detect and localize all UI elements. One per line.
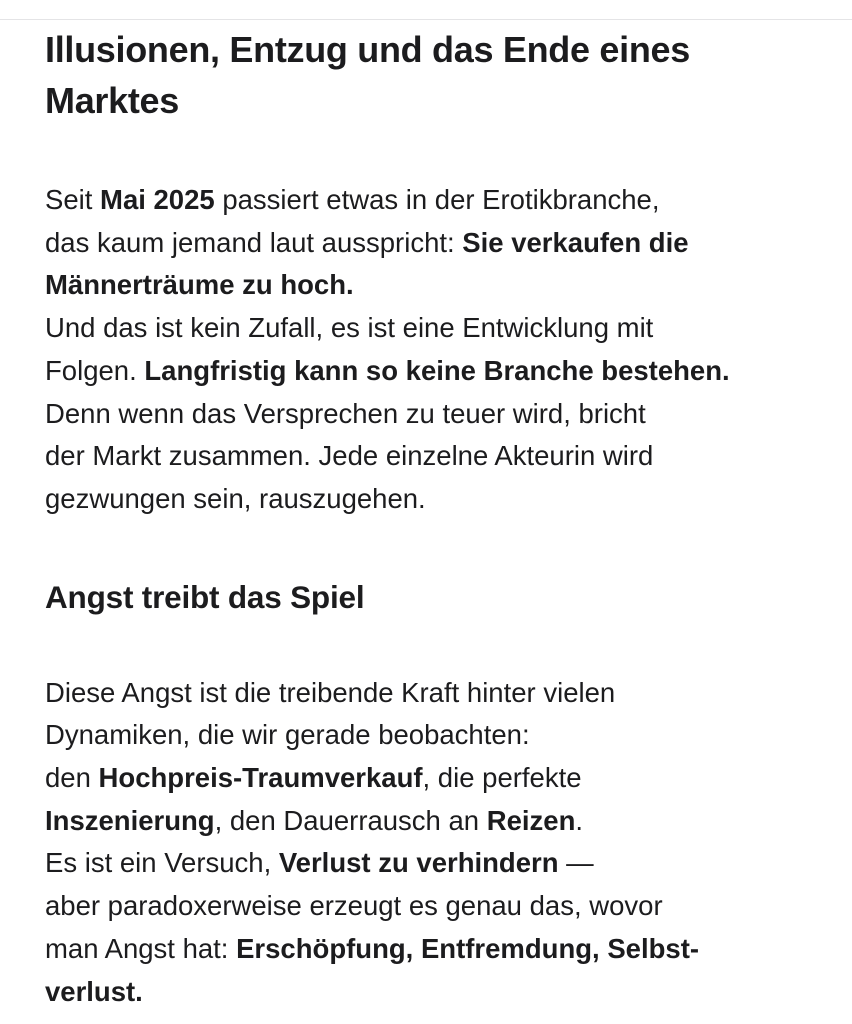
bold-text: Reizen — [486, 804, 576, 836]
article-title — [45, 24, 845, 126]
intro-line — [45, 179, 845, 222]
section-heading: Angst treibt das Spiel — [45, 578, 365, 615]
text: den — [45, 762, 99, 794]
section-paragraph — [45, 672, 845, 1014]
text: Es ist ein Versuch, — [45, 847, 279, 879]
bold-text: Sie verkaufen die — [462, 226, 689, 258]
top-divider — [0, 19, 852, 20]
article-title-line-1: Illusionen, Entzug und das Ende eines — [45, 29, 690, 70]
bold-text: Männerträume zu hoch. — [45, 269, 354, 301]
text: , den Dauerrausch an — [214, 804, 487, 836]
intro-line — [45, 350, 845, 393]
bold-text: Hochpreis-Traumverkauf — [98, 762, 423, 794]
article-body — [45, 24, 845, 1013]
bold-text: Erschöpfung, Entfremdung, Selbst- — [236, 932, 700, 964]
intro-line: Und das ist kein Zufall, es ist eine Entwicklung mit — [45, 312, 654, 344]
intro-paragraph — [45, 179, 845, 521]
text: . — [575, 804, 584, 836]
bold-text: Verlust zu verhindern — [278, 847, 559, 879]
bold-text: Mai 2025 — [100, 184, 215, 215]
section-line — [45, 928, 845, 971]
section-line: Diese Angst ist die treibende Kraft hinter vielen — [45, 676, 616, 708]
intro-line — [45, 264, 845, 307]
article-title-line-2: Marktes — [45, 80, 179, 121]
text: passiert etwas in der Erotikbranche, — [214, 184, 660, 215]
text: Folgen. — [45, 354, 145, 386]
text: , die perfekte — [422, 762, 582, 794]
bold-text: verlust. — [45, 975, 143, 1007]
section-line — [45, 800, 845, 843]
bold-text: Langfristig kann so keine Branche bestehen. — [144, 354, 730, 386]
text: Seit — [45, 184, 101, 215]
intro-line: der Markt zusammen. Jede einzelne Akteurin wird — [45, 440, 654, 472]
text: — — [558, 847, 594, 879]
intro-line: Denn wenn das Versprechen zu teuer wird, bricht — [45, 397, 646, 429]
bold-text: Inszenierung — [45, 804, 215, 836]
intro-line — [45, 222, 845, 265]
section-line — [45, 757, 845, 800]
section-line: aber paradoxerweise erzeugt es genau das, wovor — [45, 890, 663, 922]
section-line: Dynamiken, die wir gerade beobachten: — [45, 719, 530, 751]
section-line — [45, 971, 845, 1014]
section-line — [45, 842, 845, 885]
intro-line: gezwungen sein, rauszugehen. — [45, 482, 426, 514]
text: das kaum jemand laut ausspricht: — [45, 226, 463, 258]
text: man Angst hat: — [45, 932, 237, 964]
